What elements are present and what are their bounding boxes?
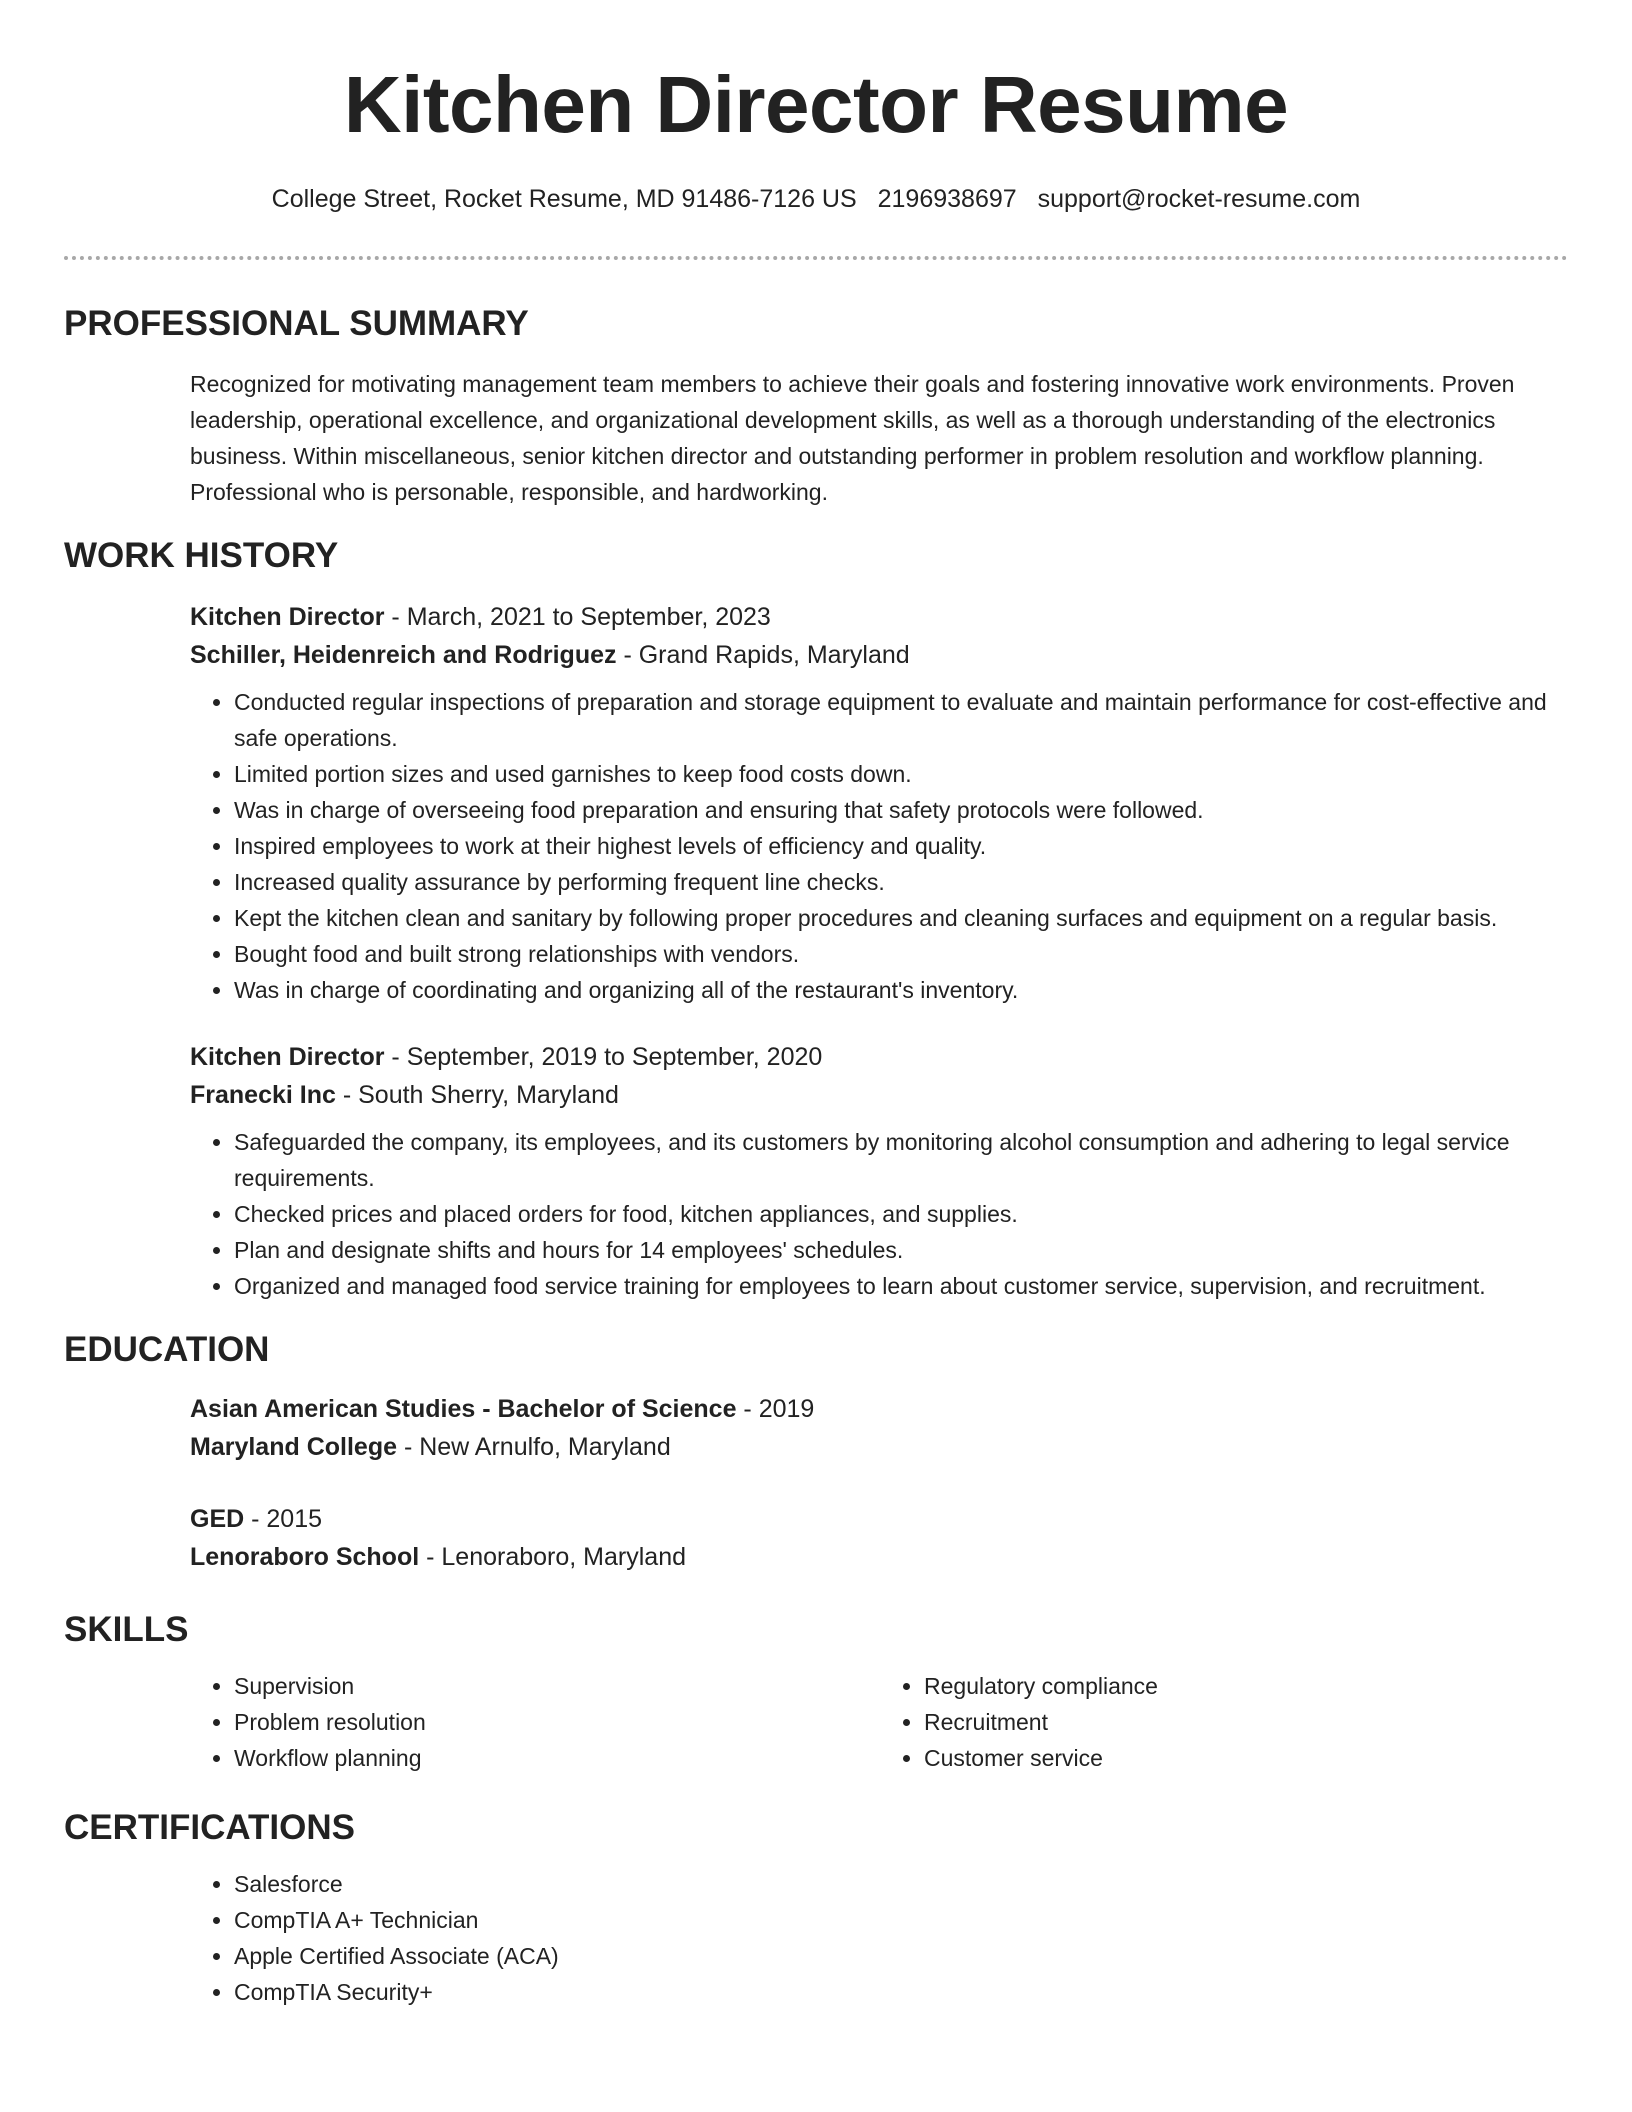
education-section — [64, 1328, 1568, 1576]
list-item: • Kept the kitchen clean and sanitary by following proper procedures and cleaning surfaces and equipment on a regular basis. — [234, 900, 1568, 936]
list-item: • Customer service — [924, 1740, 1570, 1776]
education-entry — [190, 1500, 1568, 1576]
skills-heading: SKILLS — [64, 1610, 189, 1649]
list-item: • Was in charge of overseeing food preparation and ensuring that safety protocols were followed. — [234, 792, 1568, 828]
list-item: • Workflow planning — [234, 1740, 880, 1776]
certifications-list — [190, 1866, 1568, 2010]
education-degree-line — [190, 1500, 1568, 1538]
education-school-line — [190, 1538, 1568, 1576]
job-title-line — [190, 598, 1568, 636]
list-item: • CompTIA Security+ — [234, 1974, 1568, 2010]
list-item: • Plan and designate shifts and hours for 14 employees' schedules. — [234, 1232, 1568, 1268]
list-item: • CompTIA A+ Technician — [234, 1902, 1568, 1938]
job-company-line — [190, 1076, 1568, 1114]
education-degree: GED — [190, 1505, 245, 1533]
list-item: • Increased quality assurance by performing frequent line checks. — [234, 864, 1568, 900]
job-location: - Grand Rapids, Maryland — [616, 641, 910, 669]
education-school: Maryland College — [190, 1433, 397, 1461]
contact-address: College Street, Rocket Resume, MD 91486-7126 US — [271, 185, 857, 213]
summary-text: Recognized for motivating management team members to achieve their goals and fostering innovative work environments. Proven leadership, operational excellence, and organizational development skills, as well as a thorough understanding of the electronics business. Within miscellaneous, senior kitchen director and outstanding performer in problem resolution and workflow planning. Professional who is personable, responsible, and hardworking. — [190, 371, 1515, 505]
education-degree-line — [190, 1390, 1568, 1428]
summary-heading: PROFESSIONAL SUMMARY — [64, 304, 529, 343]
job-entry — [190, 598, 1568, 1008]
job-company: Franecki Inc — [190, 1081, 336, 1109]
work-section — [64, 534, 1568, 1304]
resume-page — [64, 0, 1568, 2010]
list-item: • Inspired employees to work at their highest levels of efficiency and quality. — [234, 828, 1568, 864]
skills-list-left — [190, 1668, 880, 1776]
contact-phone: 2196938697 — [877, 185, 1017, 213]
page-title: Kitchen Director Resume — [343, 60, 1289, 149]
education-location: - New Arnulfo, Maryland — [397, 1433, 671, 1461]
job-entry — [190, 1038, 1568, 1304]
education-heading: EDUCATION — [64, 1330, 270, 1369]
job-dates: - September, 2019 to September, 2020 — [384, 1043, 823, 1071]
list-item: • Conducted regular inspections of preparation and storage equipment to evaluate and maintain performance for cost-effective and safe operations. — [234, 684, 1568, 756]
summary-section — [64, 302, 1568, 510]
list-item: • Regulatory compliance — [924, 1668, 1570, 1704]
education-school: Lenoraboro School — [190, 1543, 420, 1571]
job-title: Kitchen Director — [190, 603, 385, 631]
list-item: • Supervision — [234, 1668, 880, 1704]
certifications-heading: CERTIFICATIONS — [64, 1808, 356, 1847]
skills-grid — [190, 1668, 1570, 1776]
list-item: • Safeguarded the company, its employees, and its customers by monitoring alcohol consumption and adhering to legal service requirements. — [234, 1124, 1568, 1196]
job-bullets — [190, 1124, 1568, 1304]
education-year: - 2015 — [244, 1505, 323, 1533]
list-item: • Apple Certified Associate (ACA) — [234, 1938, 1568, 1974]
list-item: • Bought food and built strong relationships with vendors. — [234, 936, 1568, 972]
skills-list-right — [880, 1668, 1570, 1776]
education-entry — [190, 1390, 1568, 1466]
certifications-section — [64, 1806, 1568, 2010]
job-title: Kitchen Director — [190, 1043, 385, 1071]
list-item: • Salesforce — [234, 1866, 1568, 1902]
job-company: Schiller, Heidenreich and Rodriguez — [190, 641, 617, 669]
skills-section — [64, 1608, 1568, 1776]
job-company-line — [190, 636, 1568, 674]
education-year: - 2019 — [736, 1395, 815, 1423]
work-heading: WORK HISTORY — [64, 536, 339, 575]
list-item: • Organized and managed food service training for employees to learn about customer service, supervision, and recruitment. — [234, 1268, 1568, 1304]
contact-line — [64, 182, 1568, 216]
job-title-line — [190, 1038, 1568, 1076]
education-location: - Lenoraboro, Maryland — [419, 1543, 686, 1571]
header-divider — [64, 256, 1568, 260]
job-bullets — [190, 684, 1568, 1008]
education-school-line — [190, 1428, 1568, 1466]
job-location: - South Sherry, Maryland — [335, 1081, 619, 1109]
list-item: • Was in charge of coordinating and organizing all of the restaurant's inventory. — [234, 972, 1568, 1008]
job-dates: - March, 2021 to September, 2023 — [384, 603, 771, 631]
list-item: • Recruitment — [924, 1704, 1570, 1740]
list-item: • Limited portion sizes and used garnishes to keep food costs down. — [234, 756, 1568, 792]
list-item: • Checked prices and placed orders for food, kitchen appliances, and supplies. — [234, 1196, 1568, 1232]
list-item: • Problem resolution — [234, 1704, 880, 1740]
contact-email: support@rocket-resume.com — [1037, 185, 1361, 213]
education-degree: Asian American Studies - Bachelor of Science — [190, 1395, 737, 1423]
